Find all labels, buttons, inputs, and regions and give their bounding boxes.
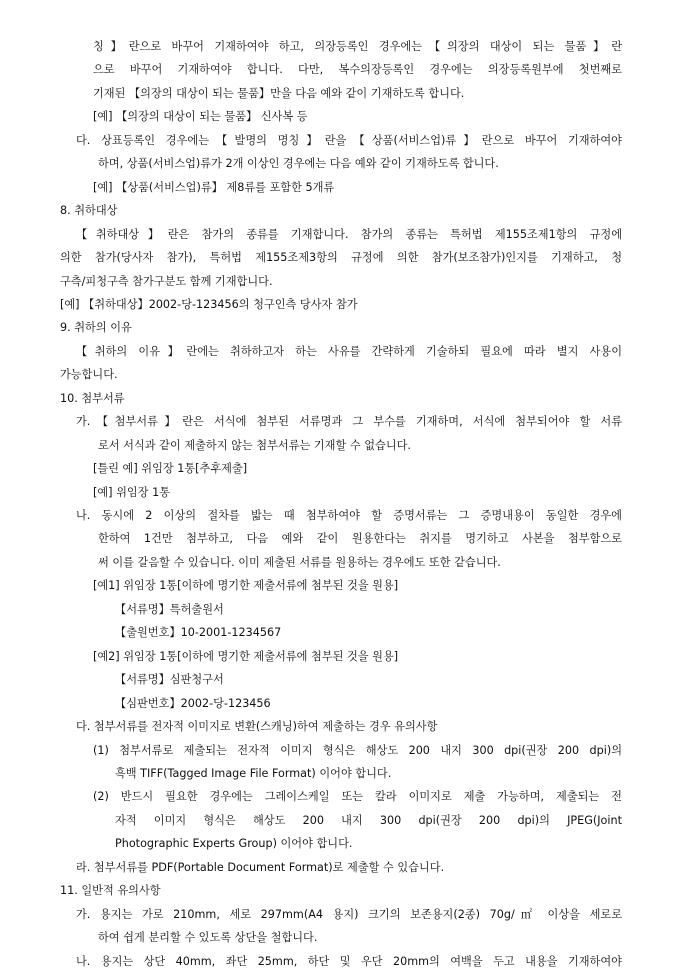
text-line: 써 이를 갈음할 수 있습니다. 이미 제출된 서류를 원용하는 경우에도 또한 같습니다.	[98, 556, 501, 569]
section-heading: 11. 일반적 유의사항	[60, 884, 161, 897]
text-line: 【서류명】심판청구서	[115, 673, 224, 686]
text-line: 가능합니다.	[60, 368, 118, 381]
text-line: 가. 용지는 가로 210mm, 세로 297mm(A4 용지) 크기의 보존용지(2종) 70g/㎡ 이상을 세로로	[76, 908, 622, 921]
text-line: 【취하대상】란은 참가의 종류를 기재합니다. 참가의 종류는 특허법 제155조제1항의 규정에	[76, 228, 622, 241]
text-line: 【심판번호】2002-당-123456	[115, 697, 271, 710]
text-line: 으로 바꾸어 기재하여야 합니다. 다만, 복수의장등록인 경우에는 의장등록원부에 첫번째로	[93, 63, 622, 76]
text-line: (2) 반드시 필요한 경우에는 그레이스케일 또는 칼라 이미지로 제출 가능하며, 제출되는 전	[93, 790, 622, 803]
section-heading: 10. 첨부서류	[60, 392, 125, 405]
text-line: 【출원번호】10-2001-1234567	[115, 626, 282, 639]
text-line: [예] 【의장의 대상이 되는 물품】 신사복 등	[93, 110, 308, 123]
text-line: [예2] 위임장 1통[이하에 명기한 제출서류에 첨부된 것을 원용]	[93, 650, 399, 663]
text-line: 나. 동시에 2 이상의 절차를 밟는 때 첨부하여야 할 증명서류는 그 증명내용이 동일한 경우에	[76, 509, 622, 522]
text-line: [틀린 예] 위임장 1통[추후제출]	[93, 462, 248, 475]
text-line: 하여 쉽게 분리할 수 있도록 상단을 철합니다.	[98, 931, 318, 944]
text-line: 다. 첨부서류를 전자적 이미지로 변환(스캐닝)하여 제출하는 경우 유의사항	[76, 720, 438, 733]
text-line: [예1] 위임장 1통[이하에 명기한 제출서류에 첨부된 것을 원용]	[93, 579, 399, 592]
text-line: 라. 첨부서류를 PDF(Portable Document Format)로 제출할 수 있습니다.	[76, 861, 445, 874]
section-heading: 8. 취하대상	[60, 204, 118, 217]
text-line: 기재된 【의장의 대상이 되는 물품】만을 다음 예와 같이 기재하도록 합니다.	[93, 87, 465, 100]
text-line: 하며, 상품(서비스업)류가 2개 이상인 경우에는 다음 예와 같이 기재하도록 합니다.	[98, 157, 499, 170]
text-line: (1) 첨부서류로 제출되는 전자적 이미지 형식은 해상도 200 내지 300 dpi(권장 200 dpi)의	[93, 744, 622, 757]
text-line: 【서류명】특허출원서	[115, 603, 224, 616]
text-line: 한하여 1건만 첨부하고, 다음 예와 같이 원용한다는 취지를 명기하고 사본을 첨부함으로	[98, 532, 622, 545]
text-line: 다. 상표등록인 경우에는【발명의 명칭】란을【상품(서비스업)류】란으로 바꾸어 기재하여야	[76, 134, 622, 147]
text-line: [예] 위임장 1통	[93, 486, 170, 499]
text-line: Photographic Experts Group) 이어야 합니다.	[115, 837, 353, 850]
section-heading: 9. 취하의 이유	[60, 321, 132, 334]
text-line: 자적 이미지 형식은 해상도 200 내지 300 dpi(권장 200 dpi)의 JPEG(Joint	[115, 814, 622, 827]
text-line: 흑백 TIFF(Tagged Image File Format) 이어야 합니다.	[115, 767, 392, 780]
text-line: [예] 【상품(서비스업)류】 제8류를 포함한 5개류	[93, 181, 335, 194]
text-line: 구측/피청구측 참가구분도 함께 기재합니다.	[60, 275, 273, 288]
text-line: 나. 용지는 상단 40mm, 좌단 25mm, 하단 및 우단 20mm의 여백을 두고 내용을 기재하여야	[76, 955, 622, 968]
text-line: 【취하의 이유】란에는 취하하고자 하는 사유를 간략하게 기술하되 필요에 따라 별지 사용이	[76, 345, 622, 358]
text-line: 의한 참가(당사자 참가), 특허법 제155조제3항의 규정에 의한 참가(보조참가)인지를 기재하고, 청	[60, 251, 622, 264]
text-line: 가.【첨부서류】란은 서식에 첨부된 서류명과 그 부수를 기재하며, 서식에 첨부되어야 할 서류	[76, 415, 622, 428]
text-line: 로서 서식과 같이 제출하지 않는 첨부서류는 기재할 수 없습니다.	[98, 439, 411, 452]
text-line: 칭】란으로 바꾸어 기재하여야 하고, 의장등록인 경우에는【의장의 대상이 되는 물품】란	[93, 40, 622, 53]
text-line: [예] 【취하대상】2002-당-123456의 청구인측 당사자 참가	[60, 298, 358, 311]
